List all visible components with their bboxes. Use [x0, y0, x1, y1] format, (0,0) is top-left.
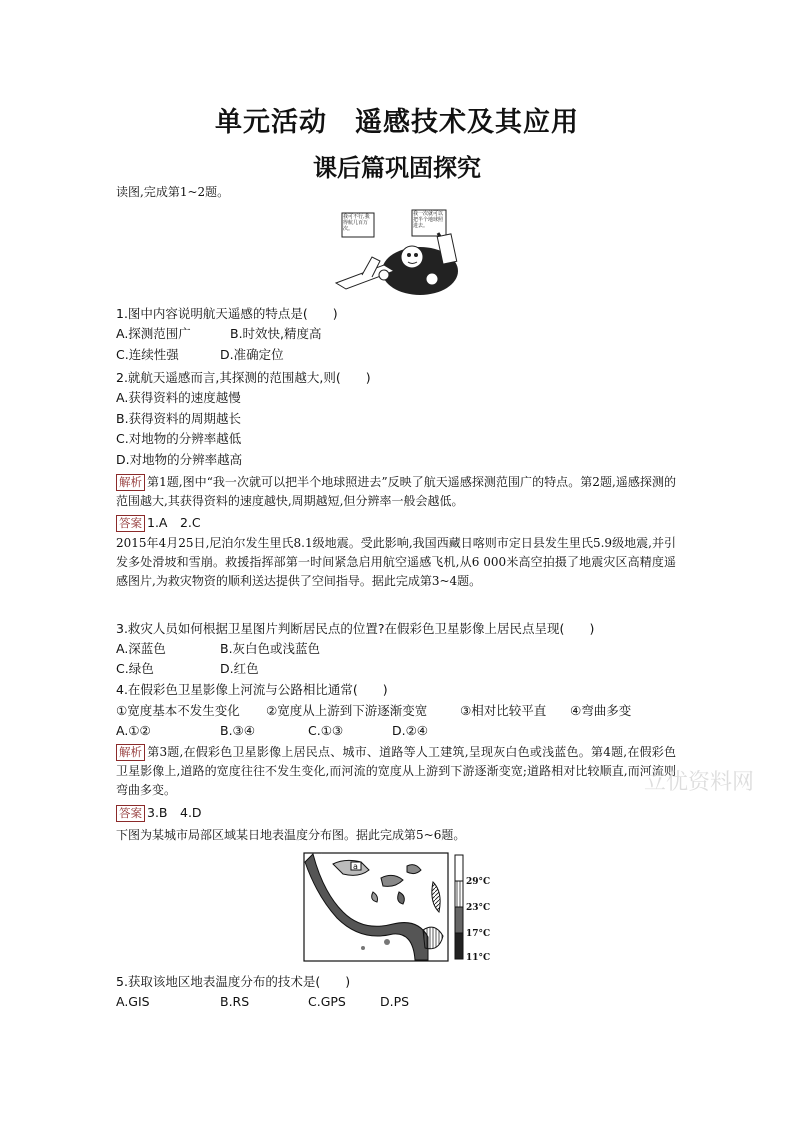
q3-option-b: B.灰白色或浅蓝色 [220, 641, 321, 656]
q4-statement-1: ①宽度基本不发生变化 [116, 703, 240, 718]
legend-29: 29°C [466, 877, 491, 887]
temperature-map [303, 852, 493, 964]
q4-option-c: C.①③ [308, 723, 344, 738]
answer-2 [116, 804, 202, 822]
q4-statement-2: ②宽度从上游到下游逐渐变宽 [266, 703, 428, 718]
q4-statement-4: ④弯曲多变 [570, 703, 632, 718]
legend-17: 17°C [466, 929, 491, 939]
page-subtitle: 课后篇巩固探究 [313, 153, 481, 182]
q1-option-b: B.时效快,精度高 [230, 326, 322, 341]
answer-1 [116, 514, 201, 532]
legend-23: 23°C [466, 903, 491, 913]
q2-option-a: A.获得资料的速度越慢 [116, 390, 241, 405]
answer-2-text: 3.B 4.D [147, 805, 202, 820]
q1-option-a: A.探测范围广 [116, 326, 191, 341]
q5-option-c: C.GPS [308, 994, 346, 1009]
explanation-2 [116, 743, 676, 800]
q3-option-d: D.红色 [220, 661, 259, 676]
q4-option-a: A.①② [116, 723, 151, 738]
q1-option-c: C.连续性强 [116, 347, 179, 362]
jiexi-label-2: 解析 [116, 744, 145, 761]
q5-stem: 5.获取该地区地表温度分布的技术是( ) [116, 974, 351, 989]
daan-label: 答案 [116, 515, 145, 532]
q4-statement-3: ③相对比较平直 [460, 703, 547, 718]
q4-option-d: D.②④ [392, 723, 429, 738]
q4-option-b: B.③④ [220, 723, 255, 738]
legend-11: 11°C [466, 953, 491, 963]
cartoon-illustration [332, 205, 460, 297]
watermark: 立优资料网 [643, 770, 754, 795]
explanation-1 [116, 473, 676, 511]
q3-option-a: A.深蓝色 [116, 641, 166, 656]
intro-3: 下图为某城市局部区域某日地表温度分布图。据此完成第5~6题。 [116, 828, 466, 842]
q1-stem: 1.图中内容说明航天遥感的特点是( ) [116, 306, 338, 321]
q3-stem: 3.救灾人员如何根据卫星图片判断居民点的位置?在假彩色卫星影像上居民点呈现( ) [116, 621, 595, 636]
bubble-left: 我可不行,我得航几百万次。 [343, 214, 370, 232]
q4-stem: 4.在假彩色卫星影像上河流与公路相比通常( ) [116, 682, 388, 697]
q5-option-b: B.RS [220, 994, 250, 1009]
q5-option-a: A.GIS [116, 994, 150, 1009]
q1-option-d: D.准确定位 [220, 347, 284, 362]
intro-1: 读图,完成第1~2题。 [116, 185, 230, 199]
q2-option-b: B.获得资料的周期越长 [116, 411, 242, 426]
map-label-a: a [353, 862, 358, 871]
bubble-right: 我一次就可以把半个地球照进去。 [413, 211, 444, 229]
answer-1-text: 1.A 2.C [147, 515, 201, 530]
explanation-1-text: 第1题,图中“我一次就可以把半个地球照进去”反映了航天遥感探测范围广的特点。第2题,遥感探测的范围越大,其获得资料的速度越快,周期越短,但分辨率一般会越低。 [116, 475, 676, 508]
q2-stem: 2.就航天遥感而言,其探测的范围越大,则( ) [116, 370, 371, 385]
passage-2: 2015年4月25日,尼泊尔发生里氏8.1级地震。受此影响,我国西藏日喀则市定日县发生里氏5.9级地震,并引发多处滑坡和雪崩。救援指挥部第一时间紧急启用航空遥感飞机,从6 000米高空拍摄了地震灾区高精度遥感图片,为救灾物资的顺利送达提供了空间指导。据此完成第3~4题。 [116, 536, 677, 588]
page-title: 单元活动 遥感技术及其应用 [215, 107, 579, 138]
q1-options [116, 325, 322, 343]
explanation-2-text: 第3题,在假彩色卫星影像上居民点、城市、道路等人工建筑,呈现灰白色或浅蓝色。第4题,在假彩色卫星影像上,道路的宽度往往不发生变化,而河流的宽度从上游到下游逐渐变宽;道路相对比较顺直,而河流则弯曲多变。 [116, 745, 676, 797]
q2-option-d: D.对地物的分辨率越高 [116, 452, 243, 467]
q5-option-d: D.PS [380, 994, 410, 1009]
q2-option-c: C.对地物的分辨率越低 [116, 431, 242, 446]
q3-option-c: C.绿色 [116, 661, 154, 676]
daan-label-2: 答案 [116, 805, 145, 822]
jiexi-label: 解析 [116, 474, 145, 491]
